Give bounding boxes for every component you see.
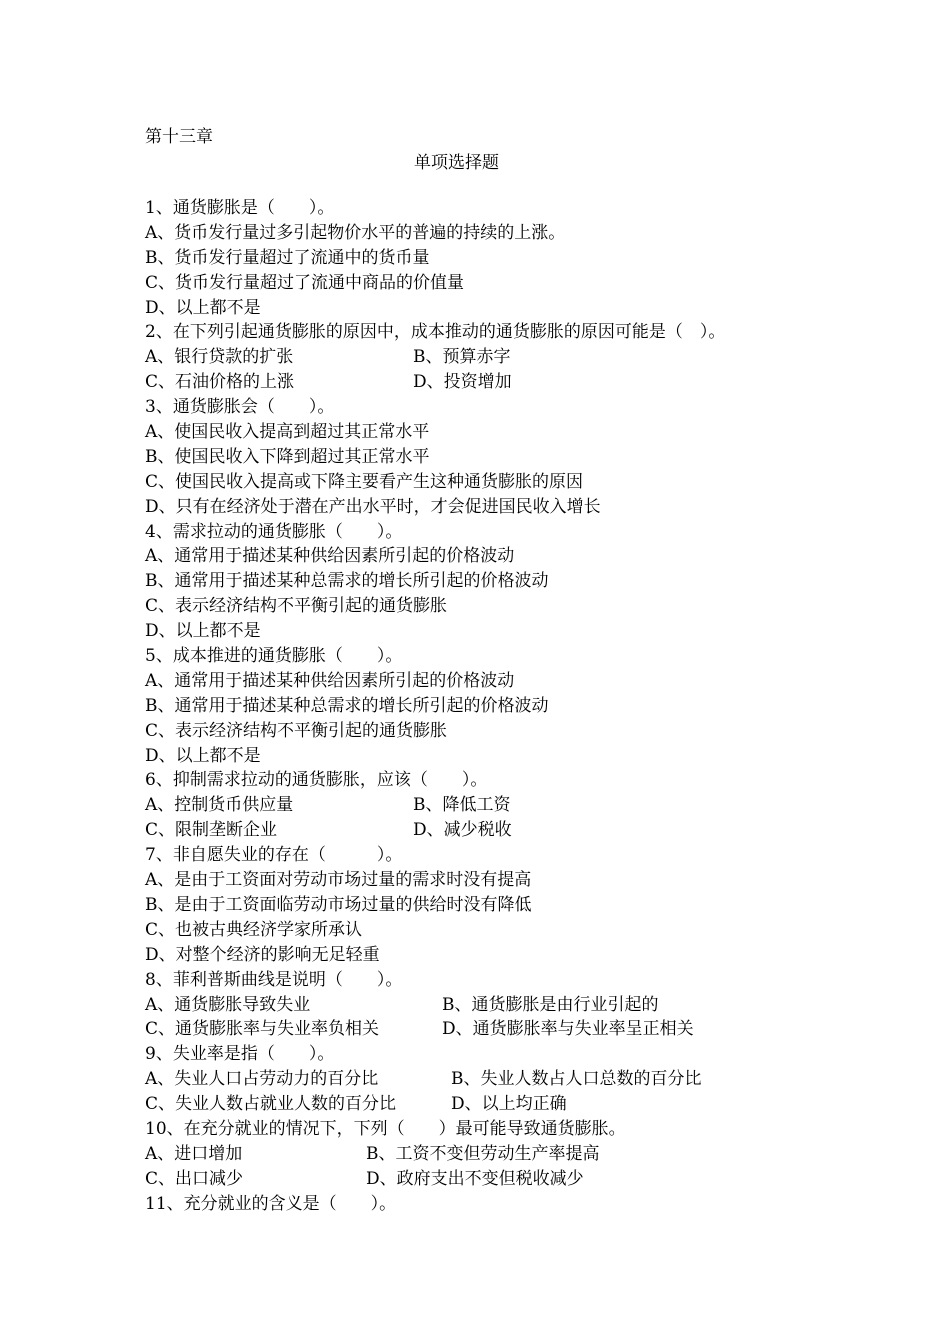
question-stem: 11、充分就业的含义是（ ）。 <box>145 1193 397 1214</box>
option-d: D、以上都不是 <box>145 745 261 766</box>
option-a: A、通货膨胀导致失业 <box>145 994 311 1015</box>
option-c: C、出口减少 <box>145 1168 244 1189</box>
option-a: A、是由于工资面对劳动市场过量的需求时没有提高 <box>145 870 532 891</box>
option-c: C、限制垄断企业 <box>145 820 278 841</box>
option-row <box>145 993 845 1018</box>
option-d: D、减少税收 <box>413 820 512 841</box>
option-b: B、货币发行量超过了流通中的货币量 <box>145 247 430 268</box>
option-c: C、失业人数占就业人数的百分比 <box>145 1094 397 1115</box>
question-stem: 5、成本推进的通货膨胀（ ）。 <box>145 646 403 667</box>
option-d: D、政府支出不变但税收减少 <box>366 1168 584 1189</box>
option-row <box>145 370 845 395</box>
option-b: B、通常用于描述某种总需求的增长所引起的价格波动 <box>145 571 549 592</box>
option-row <box>145 345 845 370</box>
option-b: B、工资不变但劳动生产率提高 <box>366 1143 600 1164</box>
option-row <box>145 1092 845 1117</box>
option-c: C、也被古典经济学家所承认 <box>145 919 363 940</box>
question-stem: 2、在下列引起通货膨胀的原因中，成本推动的通货膨胀的原因可能是（ ）。 <box>145 322 726 343</box>
option-b: B、使国民收入下降到超过其正常水平 <box>145 446 430 467</box>
question-stem: 8、菲利普斯曲线是说明（ ）。 <box>145 969 403 990</box>
option-d: D、以上都不是 <box>145 621 261 642</box>
option-d: D、以上都不是 <box>145 297 261 318</box>
option-b: B、是由于工资面临劳动市场过量的供给时没有降低 <box>145 894 532 915</box>
option-row <box>145 1142 845 1167</box>
option-a: A、使国民收入提高到超过其正常水平 <box>145 422 430 443</box>
question-stem: 7、非自愿失业的存在（ ）。 <box>145 845 403 866</box>
option-b: B、预算赤字 <box>413 347 511 368</box>
option-a: A、银行贷款的扩张 <box>145 347 294 368</box>
option-d: D、以上均正确 <box>451 1094 567 1115</box>
question-stem: 10、在充分就业的情况下，下列（ ）最可能导致通货膨胀。 <box>145 1118 626 1139</box>
option-b: B、通常用于描述某种总需求的增长所引起的价格波动 <box>145 695 549 716</box>
chapter-heading: 第十三章 <box>145 127 213 147</box>
option-a: A、进口增加 <box>145 1143 243 1164</box>
option-c: C、货币发行量超过了流通中商品的价值量 <box>145 272 465 293</box>
option-b: B、降低工资 <box>413 795 511 816</box>
option-c: C、表示经济结构不平衡引起的通货膨胀 <box>145 596 448 617</box>
option-c: C、石油价格的上涨 <box>145 372 295 393</box>
question-stem: 4、需求拉动的通货膨胀（ ）。 <box>145 521 403 542</box>
section-title: 单项选择题 <box>414 153 499 173</box>
option-d: D、对整个经济的影响无足轻重 <box>145 944 380 965</box>
option-d: D、投资增加 <box>413 372 512 393</box>
option-row <box>145 1167 845 1192</box>
option-a: A、失业人口占劳动力的百分比 <box>145 1069 379 1090</box>
option-a: A、货币发行量过多引起物价水平的普遍的持续的上涨。 <box>145 222 566 243</box>
option-row <box>145 1067 845 1092</box>
question-stem: 1、通货膨胀是（ ）。 <box>145 198 335 218</box>
option-d: D、只有在经济处于潜在产出水平时，才会促进国民收入增长 <box>145 496 601 517</box>
option-a: A、控制货币供应量 <box>145 795 294 816</box>
option-a: A、通常用于描述某种供给因素所引起的价格波动 <box>145 546 515 567</box>
option-c: C、通货膨胀率与失业率负相关 <box>145 1019 380 1040</box>
question-stem: 9、失业率是指（ ）。 <box>145 1044 335 1065</box>
option-c: C、使国民收入提高或下降主要看产生这种通货膨胀的原因 <box>145 471 584 492</box>
option-c: C、表示经济结构不平衡引起的通货膨胀 <box>145 720 448 741</box>
question-stem: 6、抑制需求拉动的通货膨胀，应该（ ）。 <box>145 770 488 791</box>
option-row <box>145 818 845 843</box>
option-row <box>145 793 845 818</box>
option-d: D、通货膨胀率与失业率呈正相关 <box>442 1019 694 1040</box>
option-b: B、通货膨胀是由行业引起的 <box>442 994 659 1015</box>
option-row <box>145 1017 845 1042</box>
question-stem: 3、通货膨胀会（ ）。 <box>145 397 335 418</box>
option-a: A、通常用于描述某种供给因素所引起的价格波动 <box>145 670 515 691</box>
document-content <box>145 124 845 1217</box>
spacer <box>145 176 845 196</box>
option-b: B、失业人数占人口总数的百分比 <box>451 1069 702 1090</box>
